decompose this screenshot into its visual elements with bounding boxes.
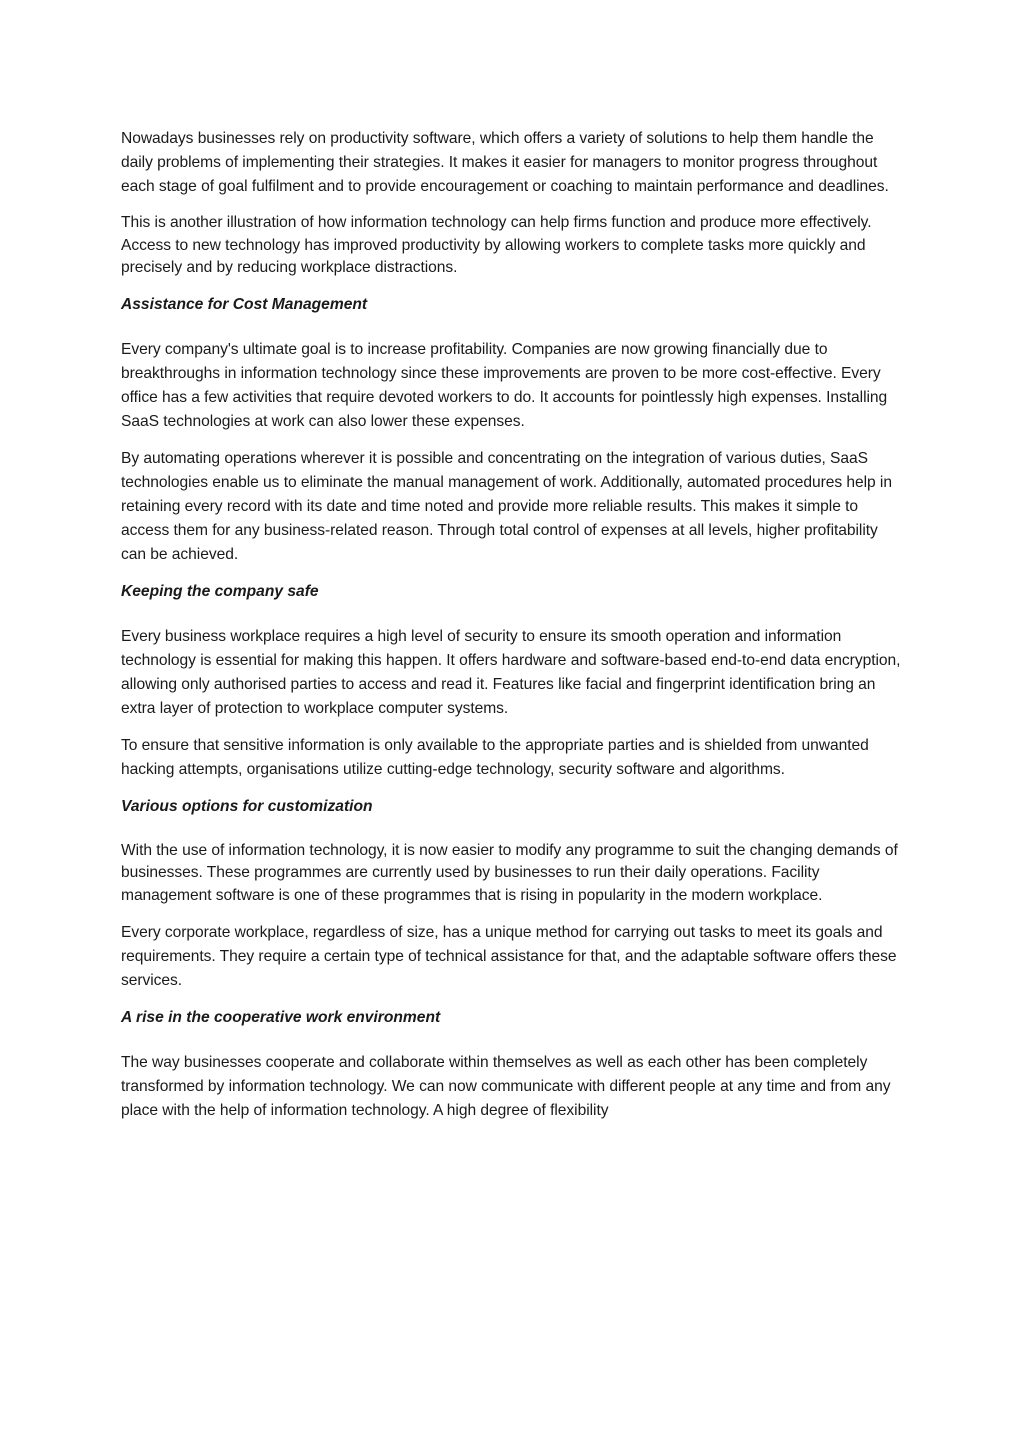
paragraph-corporate-workplace: Every corporate workplace, regardless of size, has a unique method for carrying out tasks to meet its goals and requirements. They require a certain type of technical assistance for that, and the adaptable software offers these services. (121, 923, 897, 989)
paragraph-security: Every business workplace requires a high level of security to ensure its smooth operation and information technology is essential for making this happen. It offers hardware and software-based end-to-end data encryption, allowing only authorised parties to access and read it. Features like facial and fingerprint identification bring an extra layer of protection to workplace computer systems. (121, 627, 901, 717)
paragraph-profitability: Every company's ultimate goal is to increase profitability. Companies are now growing financially due to breakthroughs in information technology since these improvements are proven to be more cost-effective. Every office has a few activities that require devoted workers to do. It accounts for pointlessly high expenses. Installing SaaS technologies at work can also lower these expenses. (121, 340, 888, 430)
paragraph-collaboration: The way businesses cooperate and collaborate within themselves as well as each other has been completely transformed by information technology. We can now communicate with different people at any time and from any place with the help of information technology. A high degree of flexibility (121, 1053, 891, 1119)
heading-customization: Various options for customization (121, 797, 373, 815)
heading-cost-management: Assistance for Cost Management (121, 295, 368, 313)
heading-company-safe: Keeping the company safe (121, 582, 319, 600)
paragraph-sensitive-information: To ensure that sensitive information is only available to the appropriate parties and is shielded from unwanted hacking attempts, organisations utilize cutting-edge technology, security software and algorithms. (121, 736, 869, 778)
paragraph-it-effectiveness: This is another illustration of how information technology can help firms function and produce more effectively. Access to new technology has improved productivity by allowing workers to complete tasks more quickly and precisely and by reducing workplace distractions. (121, 214, 872, 277)
heading-cooperative-work: A rise in the cooperative work environment (121, 1008, 441, 1026)
paragraph-saas-automation: By automating operations wherever it is possible and concentrating on the integration of various duties, SaaS technologies enable us to eliminate the manual management of work. Additionally, automated procedures help in retaining every record with its date and time noted and provide more reliable results. This makes it simple to access them for any business-related reason. Through total control of expenses at all levels, higher profitability can be achieved. (121, 449, 892, 563)
paragraph-modify-programme: With the use of information technology, it is now easier to modify any programme to suit the changing demands of businesses. These programmes are currently used by businesses to run their daily operations. Facility management software is one of these programmes that is rising in popularity in the modern workplace. (121, 841, 898, 904)
document-body (121, 127, 907, 1136)
paragraph-productivity-software: Nowadays businesses rely on productivity software, which offers a variety of solutions to help them handle the daily problems of implementing their strategies. It makes it easier for managers to monitor progress throughout each stage of goal fulfilment and to provide encouragement or coaching to maintain performance and deadlines. (121, 130, 889, 195)
